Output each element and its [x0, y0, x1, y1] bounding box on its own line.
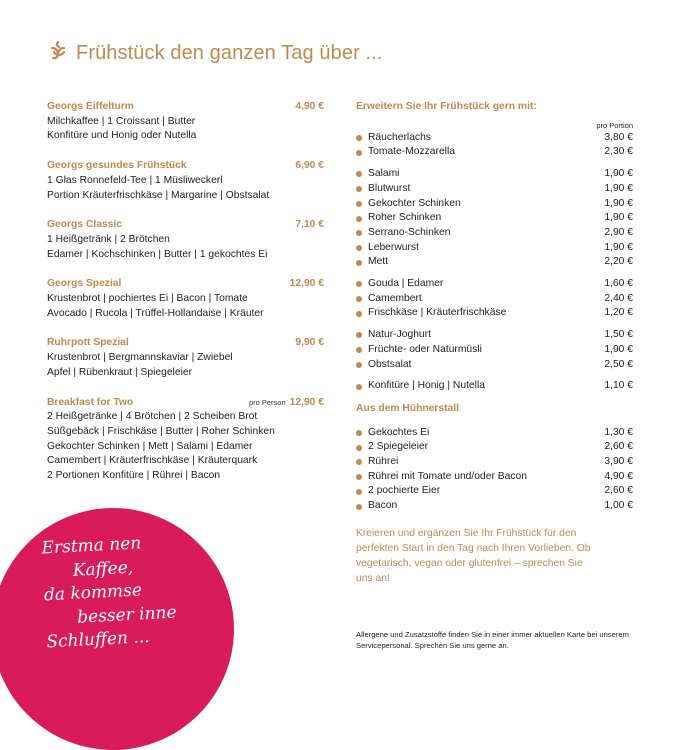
bullet-icon [356, 186, 362, 192]
menu-item-header [47, 100, 324, 115]
page-header [48, 40, 382, 67]
list-item-name: Camembert [368, 292, 422, 304]
bullet-icon [356, 474, 362, 480]
list-item-price: 1,90 € [604, 212, 633, 224]
extras-title: Erweitern Sie Ihr Frühstück gern mit: [356, 101, 537, 112]
menu-item [47, 336, 324, 380]
list-item-name-wrap [356, 306, 506, 321]
menu-item-description: 2 Portionen Konfitüre | Rührei | Bacon [47, 470, 221, 482]
page-title: Frühstück den ganzen Tag über ... [76, 42, 383, 64]
menu-item-description: Krustenbrot | Bergmannskaviar | Zwiebel [47, 352, 233, 364]
bullet-icon [356, 216, 362, 222]
list-item [356, 470, 633, 485]
bullet-icon [356, 504, 362, 510]
menu-item-header [47, 277, 324, 292]
bullet-icon [356, 311, 362, 317]
bullet-icon [356, 150, 362, 156]
list-item-name-wrap [356, 182, 410, 197]
menu-item [47, 218, 324, 262]
list-item-name: Tomate-Mozzarella [368, 146, 455, 158]
bullet-icon [356, 489, 362, 495]
list-item-name-wrap [356, 211, 441, 226]
menu-item-description: Milchkaffee | 1 Croissant | Butter [47, 115, 196, 127]
list-item-price: 2,40 € [604, 292, 633, 304]
menu-item-price-group [290, 277, 324, 292]
bullet-icon [356, 171, 362, 177]
slogan-line: Kaffee, [72, 557, 134, 581]
list-item [356, 499, 633, 514]
menu-item-description: Süßgebäck | Frischkäse | Butter | Roher Schinken [47, 425, 275, 437]
extras-group [356, 167, 633, 270]
list-item [356, 226, 633, 241]
menu-item-header [47, 336, 324, 351]
list-item [356, 241, 633, 256]
menu-item-price-group [295, 159, 324, 174]
list-item-price: 2,30 € [604, 146, 633, 158]
list-item-price: 1,90 € [604, 241, 633, 253]
list-item [356, 358, 633, 373]
menu-item-name: Ruhrpott Spezial [47, 337, 129, 349]
bullet-icon [356, 445, 362, 451]
list-item [356, 328, 633, 343]
list-item-price: 1,90 € [604, 182, 633, 194]
list-item-price: 1,90 € [604, 168, 633, 180]
bullet-icon [356, 281, 362, 287]
list-item-name-wrap [356, 131, 431, 146]
list-item-name: 2 pochierte Eier [368, 485, 441, 497]
list-item [356, 145, 633, 160]
menu-item-price: 9,90 € [295, 337, 324, 349]
list-item [356, 343, 633, 358]
list-item-price: 2,50 € [604, 358, 633, 370]
menu-item [47, 396, 324, 484]
list-item-name-wrap [356, 277, 443, 292]
list-item [356, 167, 633, 182]
list-item [356, 255, 633, 270]
menu-item-description: 2 Heißgetränke | 4 Brötchen | 2 Scheiben Brot [47, 411, 258, 423]
menu-item-price: 6,90 € [295, 160, 324, 172]
list-item-price: 3,90 € [604, 456, 633, 468]
extras-menu [356, 100, 633, 586]
slogan-line: Schluffen ... [45, 626, 151, 653]
menu-item [47, 277, 324, 321]
breakfast-menu [47, 100, 324, 499]
menu-item [47, 159, 324, 203]
list-item-price: 2,60 € [604, 441, 633, 453]
extras-group [356, 379, 633, 394]
extras-group [356, 277, 633, 321]
list-item-price: 2,60 € [604, 485, 633, 497]
list-item-name: Blutwurst [368, 182, 411, 194]
bullet-icon [356, 201, 362, 207]
list-item-name: 2 Spiegeleier [368, 441, 429, 453]
list-item-name: Bacon [368, 500, 398, 512]
menu-item-description: Konfitüre und Honig oder Nutella [47, 130, 197, 142]
slogan-line: besser inne [76, 602, 178, 628]
list-item-price: 1,30 € [604, 426, 633, 438]
slogan-line: Erstma nen [41, 533, 142, 559]
menu-item-description: 1 Heißgetränk | 2 Brötchen [47, 233, 170, 245]
list-item-name-wrap [356, 197, 461, 212]
list-item-name: Serrano-Schinken [368, 226, 451, 238]
menu-item-header [47, 396, 324, 411]
list-item-name: Rührei mit Tomate und/oder Bacon [368, 470, 527, 482]
list-item-price: 1,10 € [604, 380, 633, 392]
bullet-icon [356, 459, 362, 465]
list-item-price: 1,50 € [604, 329, 633, 341]
menu-item-name: Georgs Eiffelturm [47, 101, 134, 112]
list-item [356, 379, 633, 394]
list-item-name-wrap [356, 145, 455, 160]
list-item-price: 1,90 € [604, 197, 633, 209]
slogan-text [41, 531, 178, 655]
list-item-name-wrap [356, 343, 482, 358]
per-portion-label: pro Portion [596, 120, 633, 130]
list-item-price: 2,90 € [604, 226, 633, 238]
list-item-name-wrap [356, 499, 397, 514]
menu-item-header [47, 159, 324, 174]
list-item-name-wrap [356, 455, 398, 470]
menu-item-description: Gekochter Schinken | Mett | Salami | Edamer [47, 440, 253, 452]
bullet-icon [356, 430, 362, 436]
slogan-line: da kommse [43, 580, 143, 606]
list-item-name: Salami [368, 168, 400, 180]
list-item-name: Obstsalat [368, 358, 412, 370]
list-item-name: Konfitüre | Honig | Nutella [368, 380, 485, 392]
menu-item-description: Camembert | Kräuterfrischkäse | Kräuterquark [47, 455, 258, 467]
menu-item-price-group [295, 218, 324, 233]
list-item-name-wrap [356, 440, 428, 455]
list-item-price: 1,00 € [604, 500, 633, 512]
list-item-name-wrap [356, 226, 450, 241]
note-text: Kreieren und ergänzen Sie Ihr Frühstück für den perfekten Start in den Tag nach Ihren Vorlieben. Ob vegetarisch, vegan oder glutenfrei – sprechen Sie uns an! [356, 527, 591, 584]
list-item [356, 131, 633, 146]
list-item-name-wrap [356, 241, 419, 256]
list-item-name-wrap [356, 328, 431, 343]
list-item-name-wrap [356, 292, 422, 307]
menu-item-name: Georgs gesundes Frühstück [47, 160, 187, 172]
list-item-price: 3,80 € [604, 131, 633, 143]
menu-item-description: Apfel | Rübenkraut | Spiegeleier [47, 366, 193, 378]
menu-item-name: Breakfast for Two [47, 396, 134, 408]
menu-item-price-group [295, 100, 324, 115]
list-item-name: Früchte- oder Naturmüsli [368, 343, 482, 355]
list-item-price: 1,90 € [604, 343, 633, 355]
list-item-name: Rührei [368, 456, 399, 468]
menu-item-description: Edamer | Kochschinken | Butter | 1 gekochtes Ei [47, 248, 268, 260]
list-item-name-wrap [356, 167, 399, 182]
price-note: pro Person [248, 397, 286, 407]
list-item-name-wrap [356, 255, 388, 270]
menu-item-description: Avocado | Rucola | Trüffel-Hollandaise | Kräuter [47, 307, 264, 319]
bullet-icon [356, 135, 362, 141]
menu-item-price: 12,90 € [289, 396, 324, 408]
bullet-icon [356, 296, 362, 302]
list-item-name: Gouda | Edamer [368, 278, 444, 290]
extras-group [356, 328, 633, 372]
bullet-icon [356, 230, 362, 236]
list-item-name-wrap [356, 484, 440, 499]
list-item-price: 1,60 € [604, 278, 633, 290]
list-item [356, 306, 633, 321]
list-item-name: Gekochter Schinken [368, 197, 461, 209]
list-item-name: Gekochtes Ei [368, 426, 430, 438]
list-item [356, 182, 633, 197]
bullet-icon [356, 245, 362, 251]
extras-group [356, 131, 633, 160]
menu-item [47, 100, 324, 144]
menu-item-price: 12,90 € [289, 278, 324, 290]
bullet-icon [356, 362, 362, 368]
allergen-notice: Allergene und Zusatzstoffe finden Sie in einer immer aktuellen Karte bei unserem Servicepersonal. Sprechen Sie uns gerne an. [356, 630, 629, 650]
list-item-price: 4,90 € [604, 470, 633, 482]
list-item [356, 197, 633, 212]
menu-item-header [47, 218, 324, 233]
list-item-name: Leberwurst [368, 241, 419, 253]
list-item-name-wrap [356, 358, 412, 373]
bullet-icon [356, 384, 362, 390]
menu-item-description: Portion Kräuterfrischkäse | Margarine | Obstsalat [47, 189, 270, 201]
menu-item-description: Krustenbrot | pochiertes Ei | Bacon | Tomate [47, 293, 248, 305]
list-item-name: Natur-Joghurt [368, 329, 431, 341]
eggs-title: Aus dem Hühnerstall [356, 402, 459, 414]
list-item-name: Frischkäse | Kräuterfrischkäse [368, 307, 507, 319]
list-item [356, 292, 633, 307]
list-item [356, 426, 633, 441]
list-item-name: Roher Schinken [368, 212, 442, 224]
list-item-name: Mett [368, 256, 389, 268]
list-item [356, 484, 633, 499]
list-item-name: Räucherlachs [368, 131, 431, 143]
ornament-icon [48, 40, 68, 67]
list-item [356, 277, 633, 292]
menu-item-price-group [295, 336, 324, 351]
menu-item-description: 1 Glas Ronnefeld-Tee | 1 Müsliweckerl [47, 174, 223, 186]
list-item-price: 2,20 € [604, 256, 633, 268]
menu-item-name: Georgs Spezial [47, 278, 122, 290]
list-item-name-wrap [356, 470, 527, 485]
bullet-icon [356, 347, 362, 353]
menu-item-price: 7,10 € [295, 219, 324, 231]
bullet-icon [356, 332, 362, 338]
bullet-icon [356, 260, 362, 266]
list-item-price: 1,20 € [604, 307, 633, 319]
list-item [356, 455, 633, 470]
menu-item-name: Georgs Classic [47, 219, 122, 231]
list-item [356, 211, 633, 226]
list-item [356, 440, 633, 455]
list-item-name-wrap [356, 379, 485, 394]
menu-item-price-group [249, 396, 324, 411]
menu-item-price: 4,90 € [295, 101, 324, 112]
list-item-name-wrap [356, 426, 429, 441]
